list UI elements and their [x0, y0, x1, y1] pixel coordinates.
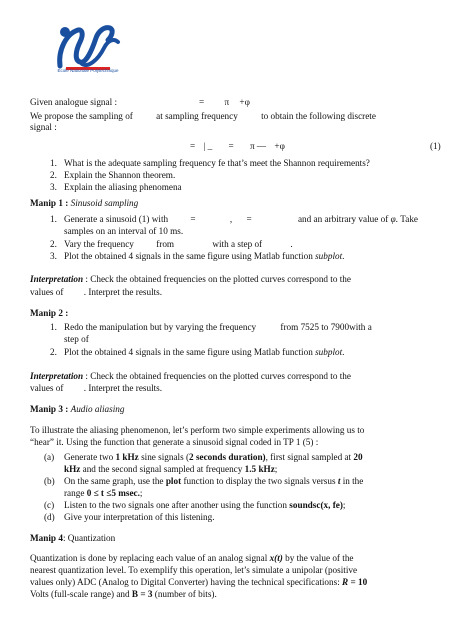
discrete-eq-part-3: =: [228, 141, 234, 151]
question-number: 3.: [50, 182, 57, 192]
item-b-bold-2: t: [337, 476, 341, 486]
item-a-bold-2: 2 seconds duration): [189, 452, 266, 462]
item-a-bold-4: kHz: [64, 464, 81, 474]
given-signal-line: [30, 97, 117, 108]
manip2-item2-period: .: [342, 347, 345, 357]
discrete-eq-part-2: | _: [203, 141, 213, 151]
item-b-text-3: in the: [342, 476, 364, 486]
manip3-item-label: (d): [44, 512, 55, 522]
manip4-r: R: [342, 577, 349, 587]
manip4-heading: [30, 533, 115, 544]
manip4-line-1: [30, 553, 354, 564]
given-eq-equals: =: [199, 97, 205, 107]
item-a-text-2: sine signals (: [141, 452, 190, 462]
question-text: Explain the Shannon theorem.: [64, 170, 176, 180]
manip2-item1-text-a: Redo the manipulation but by varying the frequency: [64, 322, 257, 332]
manip2-item2-text-a: Plot the obtained 4 signals in the same figure using Matlab function: [64, 347, 313, 357]
manip1-item1-eq-2: =: [246, 214, 252, 224]
discrete-eq-part-1: =: [190, 141, 196, 151]
question-number: 2.: [50, 170, 57, 180]
propose-line: [30, 111, 376, 122]
interpretation-text: : Check the obtained frequencies on the plotted curves correspond to the: [85, 274, 351, 284]
manip4-subtitle: : Quantization: [62, 533, 116, 543]
question-text: Explain the aliasing phenomena: [64, 182, 182, 192]
manip1-item3-subplot: subplot: [315, 251, 343, 261]
question-number: 1.: [50, 158, 57, 168]
interpretation-label: Interpretation: [30, 274, 84, 284]
propose-text-c: to obtain the following discrete: [261, 111, 376, 121]
manip4-b: B: [131, 589, 139, 599]
manip3-paragraph-line-2: “hear” it. Using the function that generate a sinusoid signal coded in TP 1 (5) :: [30, 437, 319, 447]
item-b-bold-1: plot: [165, 476, 182, 486]
manip3-item-b: [64, 476, 363, 487]
manip2-interpretation: [30, 371, 351, 382]
manip3-paragraph-line-1: To illustrate the aliasing phenomenon, let’s perform two simple experiments allowing us to: [30, 425, 365, 435]
manip4-text-3: values only) ADC (Analog to Digital Converter) having the technical specifications:: [30, 577, 340, 587]
manip3-item-label: (c): [44, 500, 55, 510]
manip4-title: Manip 4: [30, 533, 63, 543]
interpretation-interpret: . Interpret the results.: [83, 287, 163, 297]
manip1-item2-text-d: .: [290, 239, 293, 249]
manip2-item-number: 2.: [50, 347, 57, 357]
discrete-eq-part-5: +φ: [274, 141, 285, 151]
propose-text-a: We propose the sampling of: [30, 111, 133, 121]
item-a-text-4: and the second signal sampled at frequency: [82, 464, 243, 474]
manip4-text-4: Volts (full-scale range) and: [30, 589, 130, 599]
propose-text-b: at sampling frequency: [156, 111, 238, 121]
manip4-line-2: nearest quantization level. To exemplify this operation, let’s simulate a unipolar (positive: [30, 565, 358, 575]
manip3-item-label: (a): [44, 452, 55, 462]
manip1-title: Manip 1 :: [30, 198, 69, 208]
manip3-item-b-line-2: [64, 488, 142, 499]
item-c-bold-1: soundsc(x, fe): [289, 500, 343, 510]
school-logo-caption: Ecole Nationale Polytechnique: [57, 68, 119, 73]
item-a-text-3: , first signal sampled at: [265, 452, 352, 462]
manip1-item1-text-a: Generate a sinusoid (1) with: [64, 214, 169, 224]
interpretation-text: : Check the obtained frequencies on the plotted curves correspond to the: [85, 371, 351, 381]
manip1-item2-text-b: from: [156, 239, 175, 249]
given-label: Given analogue signal :: [30, 97, 118, 107]
item-b-text-5: ;: [139, 488, 143, 498]
manip1-item-number: 2.: [50, 239, 57, 249]
manip1-item1-text-g: . Take: [395, 214, 418, 224]
item-a-bold-1: 1 kHz: [115, 452, 139, 462]
interpretation-values-of: values of: [30, 287, 64, 297]
manip1-item1-comma: ,: [229, 214, 233, 224]
manip3-heading: [30, 404, 124, 415]
manip2-item-1: [64, 322, 372, 333]
item-a-text-5: ;: [274, 464, 278, 474]
manip2-item-1-line-2: step of: [64, 334, 89, 344]
manip2-item1-text-b: from 7525 to 7900with a: [280, 322, 372, 332]
manip2-heading: [30, 308, 68, 319]
manip4-line-3: [30, 577, 367, 588]
manip4-line-4: [30, 589, 217, 600]
equation-number: (1): [430, 141, 441, 151]
interpretation-label: Interpretation: [30, 371, 84, 381]
given-equation: [199, 97, 250, 108]
manip1-interpretation: [30, 274, 351, 285]
manip2-item2-subplot: subplot: [315, 347, 343, 357]
manip1-item3-text-a: Plot the obtained 4 signals in the same figure using Matlab function: [64, 251, 313, 261]
item-a-bold-3: 20: [353, 452, 363, 462]
manip3-item-label: (b): [44, 476, 55, 486]
manip2-interpretation-line-2: [30, 383, 162, 394]
manip1-item1-eq-1: =: [190, 214, 196, 224]
item-a-bold-5: 1.5 kHz: [244, 464, 275, 474]
manip2-item-number: 1.: [50, 322, 57, 332]
manip1-item2-text-a: Vary the frequency: [64, 239, 134, 249]
manip4-text-2: by the value of the: [285, 553, 354, 563]
manip1-item-1-line-2: samples on an interval of 10 ms.: [64, 226, 184, 236]
item-b-text-4: range: [64, 488, 85, 498]
item-b-text-1: On the same graph, use the: [64, 476, 164, 486]
interpretation-interpret: . Interpret the results.: [83, 383, 163, 393]
manip4-b-value: = 3: [140, 589, 153, 599]
item-a-text-1: Generate two: [64, 452, 114, 462]
item-c-text-1: Listen to the two signals one after another using the function: [64, 500, 287, 510]
manip3-item-a-line-2: [64, 464, 277, 475]
manip1-item-number: 3.: [50, 251, 57, 261]
manip4-text-1: Quantization is done by replacing each value of an analog signal: [30, 553, 268, 563]
item-b-text-2: function to display the two signals versus: [183, 476, 336, 486]
discrete-eq-part-4: π —: [250, 141, 267, 151]
propose-line-2: signal :: [30, 122, 57, 132]
manip1-item1-text-e: and an arbitrary value of: [297, 214, 389, 224]
discrete-equation: [190, 141, 285, 152]
interpretation-values-of: values of: [30, 383, 64, 393]
manip1-subtitle: Sinusoid sampling: [70, 198, 139, 208]
manip1-item2-text-c: with a step of: [212, 239, 263, 249]
manip1-item-3: [64, 251, 344, 262]
manip1-item-1: [64, 214, 418, 225]
manip3-subtitle: Audio aliasing: [70, 404, 125, 414]
item-b-bold-3: 0 ≤ t ≤5 msec.: [86, 488, 140, 498]
manip1-item-number: 1.: [50, 214, 57, 224]
manip1-item1-phi: φ: [390, 214, 396, 224]
manip3-title: Manip 3 :: [30, 404, 69, 414]
manip4-xt: x(t): [269, 553, 283, 563]
question-text: What is the adequate sampling frequency fe that’s meet the Shannon requirements?: [64, 158, 370, 168]
manip3-item-a: [64, 452, 363, 463]
manip3-item-c: [64, 500, 345, 511]
manip4-text-5: (number of bits).: [154, 589, 217, 599]
manip3-item-d: Give your interpretation of this listening.: [64, 512, 215, 522]
given-eq-pi: π: [224, 97, 230, 107]
manip1-item3-period: .: [342, 251, 345, 261]
item-c-text-2: ;: [342, 500, 346, 510]
manip1-interpretation-line-2: [30, 287, 162, 298]
given-eq-phi: +φ: [239, 97, 250, 107]
manip4-r-value: = 10: [350, 577, 368, 587]
manip1-heading: [30, 198, 138, 209]
manip2-item-2: [64, 347, 344, 358]
manip1-item-2: [64, 239, 293, 250]
manip2-title: Manip 2 :: [30, 308, 69, 318]
